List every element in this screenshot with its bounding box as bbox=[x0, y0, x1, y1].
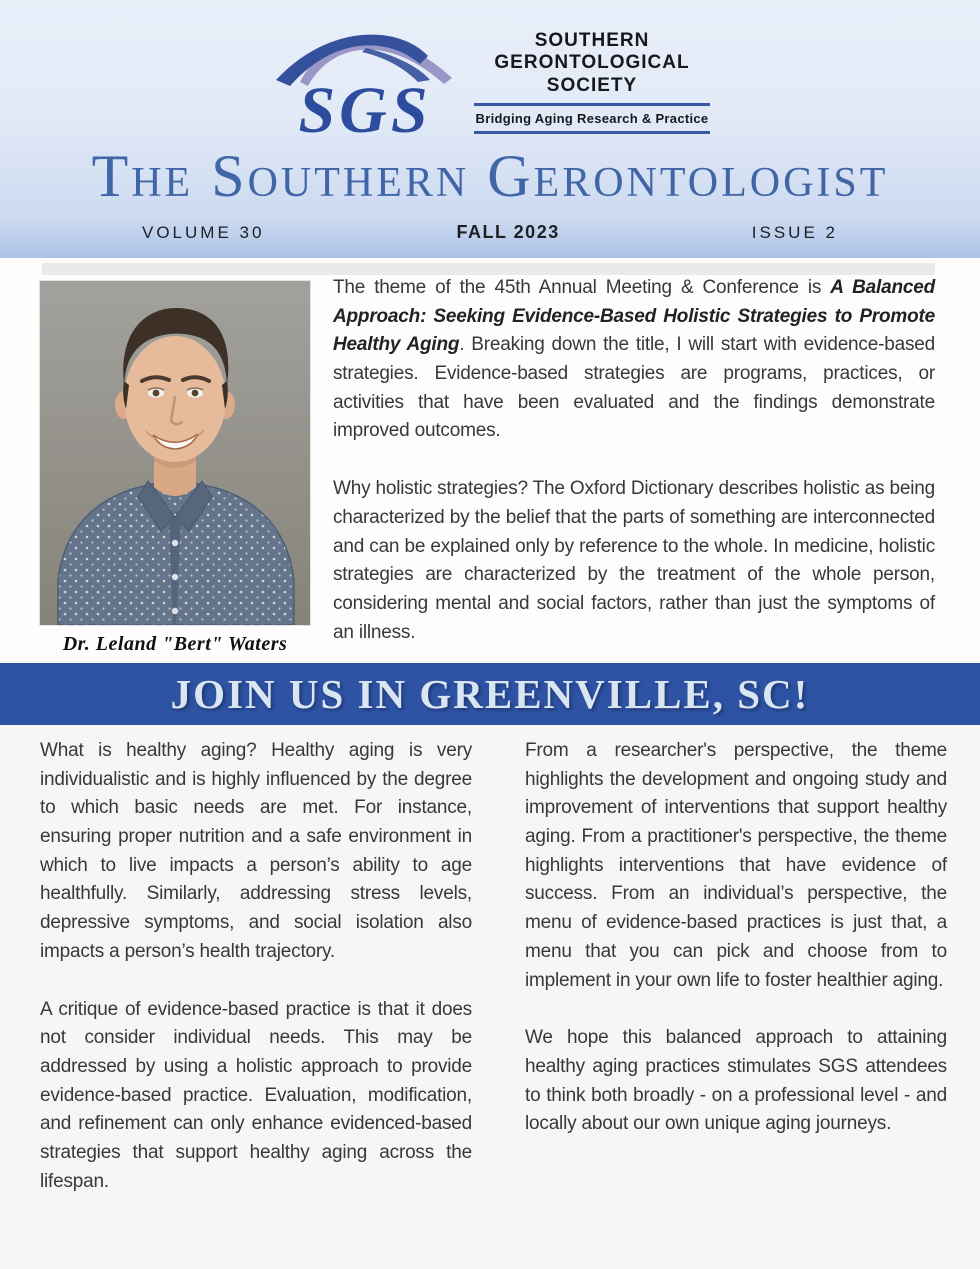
masthead bbox=[0, 0, 980, 258]
left-column-paragraph-1: What is healthy aging? Healthy aging is very individualistic and is highly influenced by the degree to which basic needs are met. For instance, ensuring proper nutrition and a safe environment in which to live impacts a person’s ability to age healthfully. Similarly, addressing stress levels, depressive symptoms, and social isolation also impacts a person’s health trajectory. bbox=[40, 740, 472, 962]
body-columns-section bbox=[0, 725, 980, 1269]
p1-lead-text: The theme of the 45th Annual Meeting & Conference is bbox=[333, 277, 831, 298]
feature-section bbox=[0, 258, 980, 663]
issue-info-row bbox=[0, 222, 980, 243]
logo-tagline: Bridging Aging Research & Practice bbox=[475, 111, 709, 127]
issue-label: ISSUE 2 bbox=[751, 222, 838, 242]
volume-label: VOLUME 30 bbox=[142, 222, 265, 242]
org-name-line1: SOUTHERN bbox=[534, 30, 650, 51]
conference-theme-title: A Balanced Approach: Seeking Evidence-Based Holistic Strategies to Promote Healthy Aging bbox=[333, 277, 935, 356]
org-name-line3: SOCIETY bbox=[546, 74, 638, 96]
right-column-paragraph-1: From a researcher's perspective, the theme highlights the development and ongoing study and improvement of interventions that support healthy aging. From a practitioner's perspective, the theme highlights interventions that have evidence of success. From an individual’s perspective, the menu of evidence-based practices is just that, a menu that you can pick and choose from to implement in your own life to foster healthier aging. bbox=[525, 740, 947, 991]
season-label: FALL 2023 bbox=[456, 222, 560, 242]
banner-text: JOIN US IN GREENVILLE, SC! bbox=[170, 671, 810, 717]
author-photo-figure bbox=[40, 281, 310, 656]
logo-wordmark bbox=[474, 18, 710, 134]
feature-article-text bbox=[333, 274, 935, 647]
right-column bbox=[525, 737, 947, 1139]
left-column bbox=[40, 737, 472, 1196]
logo-divider-bottom bbox=[474, 131, 710, 134]
svg-text:SGS: SGS bbox=[298, 74, 432, 140]
photo-caption: Dr. Leland "Bert" Waters bbox=[62, 633, 288, 655]
p1-rest-text: . Breaking down the title, I will start with evidence-based strategies. Evidence-based strategies are programs, practices, or activities that have been evaluated and the findings demonstrate improved outcomes. bbox=[333, 334, 935, 442]
org-name-line2: GERONTOLOGICAL bbox=[494, 52, 690, 74]
left-column-paragraph-2: A critique of evidence-based practice is that it does not consider individual needs. This may be addressed by using a holistic approach to provide evidence-based practice. Evaluation, modification, and refinement can only enhance evidenced-based strategies that support healthy aging across the lifespan. bbox=[40, 998, 472, 1192]
feature-paragraph-2: Why holistic strategies? The Oxford Dictionary describes holistic as being characterized by the belief that the parts of something are interconnected and can be explained only by reference to the whole. In medicine, holistic strategies are characterized by the treatment of the whole person, considering mental and social factors, rather than just the symptoms of an illness. bbox=[333, 478, 935, 643]
feature-paragraph-1 bbox=[333, 274, 935, 446]
logo bbox=[0, 18, 980, 140]
logo-divider-top bbox=[474, 103, 710, 106]
announcement-banner bbox=[0, 663, 980, 725]
author-photo bbox=[40, 281, 310, 625]
sgs-logo-icon bbox=[270, 18, 460, 140]
right-column-paragraph-2: We hope this balanced approach to attaining healthy aging practices stimulates SGS attendees to think both broadly - on a professional level - and locally about our own unique aging journeys. bbox=[525, 1027, 947, 1135]
newsletter-title: The Southern Gerontologist bbox=[91, 143, 889, 209]
